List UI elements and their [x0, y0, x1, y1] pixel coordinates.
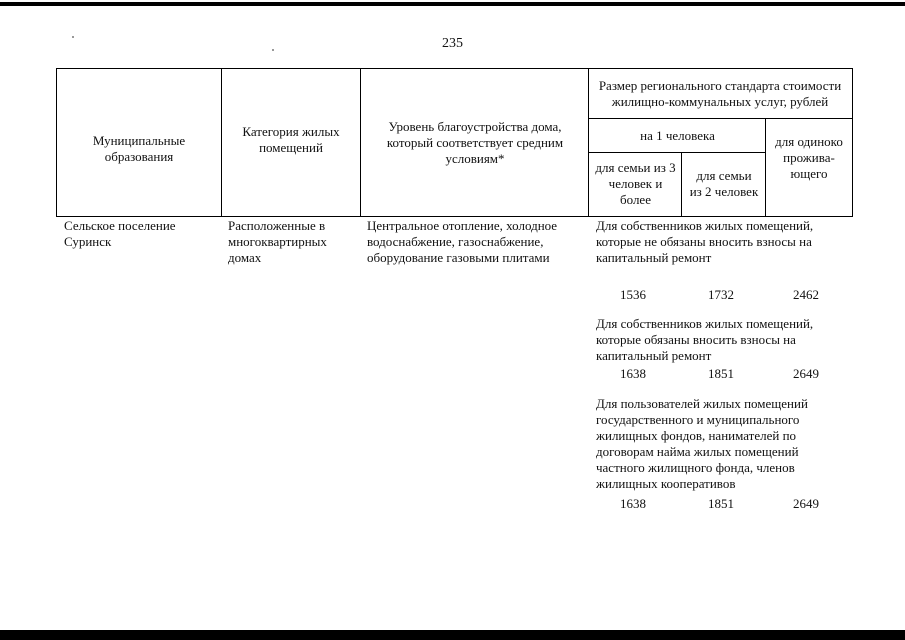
group-label: Для собственников жилых помещений, которые обязаны вносить взносы на капитальный ремонт	[596, 316, 814, 363]
header-standard-size: Размер регионального стандарта стоимости жилищно-коммунальных услуг, рублей	[598, 78, 842, 109]
value-family-2: 1851	[708, 496, 734, 511]
col-divider	[588, 68, 589, 216]
group-label: Для пользователей жилых помещений государственного и муниципального жилищных фондов, нанимателей по договорам найма жилых помещений частного жилищного фонда, членов жилищных кооперативов	[596, 396, 808, 491]
value-family-3: 1638	[620, 366, 646, 381]
value-single: 2462	[793, 287, 819, 302]
header-municipality: Муниципальные образования	[92, 133, 186, 164]
value-family-3: 1536	[620, 287, 646, 302]
top-border-bar	[0, 2, 905, 6]
header-single: для одиноко прожива-ющего	[775, 134, 843, 181]
value-family-2: 1851	[708, 366, 734, 381]
cell-category: Расположенные в многоквартирных домах	[228, 218, 327, 265]
cell-municipality: Сельское поселение Суринск	[64, 218, 176, 249]
header-amenities: Уровень благоустройства дома, который соответствует средним условиям*	[386, 119, 564, 166]
cell-amenities: Центральное отопление, холодное водоснабжение, газоснабжение, оборудование газовыми плитами	[367, 218, 558, 265]
value-family-2: 1732	[708, 287, 734, 302]
page-number: 235	[442, 36, 463, 51]
header-per-person: на 1 человека	[640, 127, 715, 143]
col-divider	[765, 118, 766, 216]
group-label: Для собственников жилых помещений, которые не обязаны вносить взносы на капитальный ремонт	[596, 218, 814, 265]
header-family-2: для семьи из 2 человек	[689, 168, 759, 199]
header-category: Категория жилых помещений	[242, 124, 340, 155]
value-single: 2649	[793, 366, 819, 381]
value-family-3: 1638	[620, 496, 646, 511]
row-divider	[588, 152, 765, 153]
bottom-border-bar	[0, 630, 905, 640]
value-single: 2649	[793, 496, 819, 511]
header-family-3: для семьи из 3 человек и более	[595, 160, 676, 207]
col-divider	[360, 68, 361, 216]
col-divider	[681, 152, 682, 216]
